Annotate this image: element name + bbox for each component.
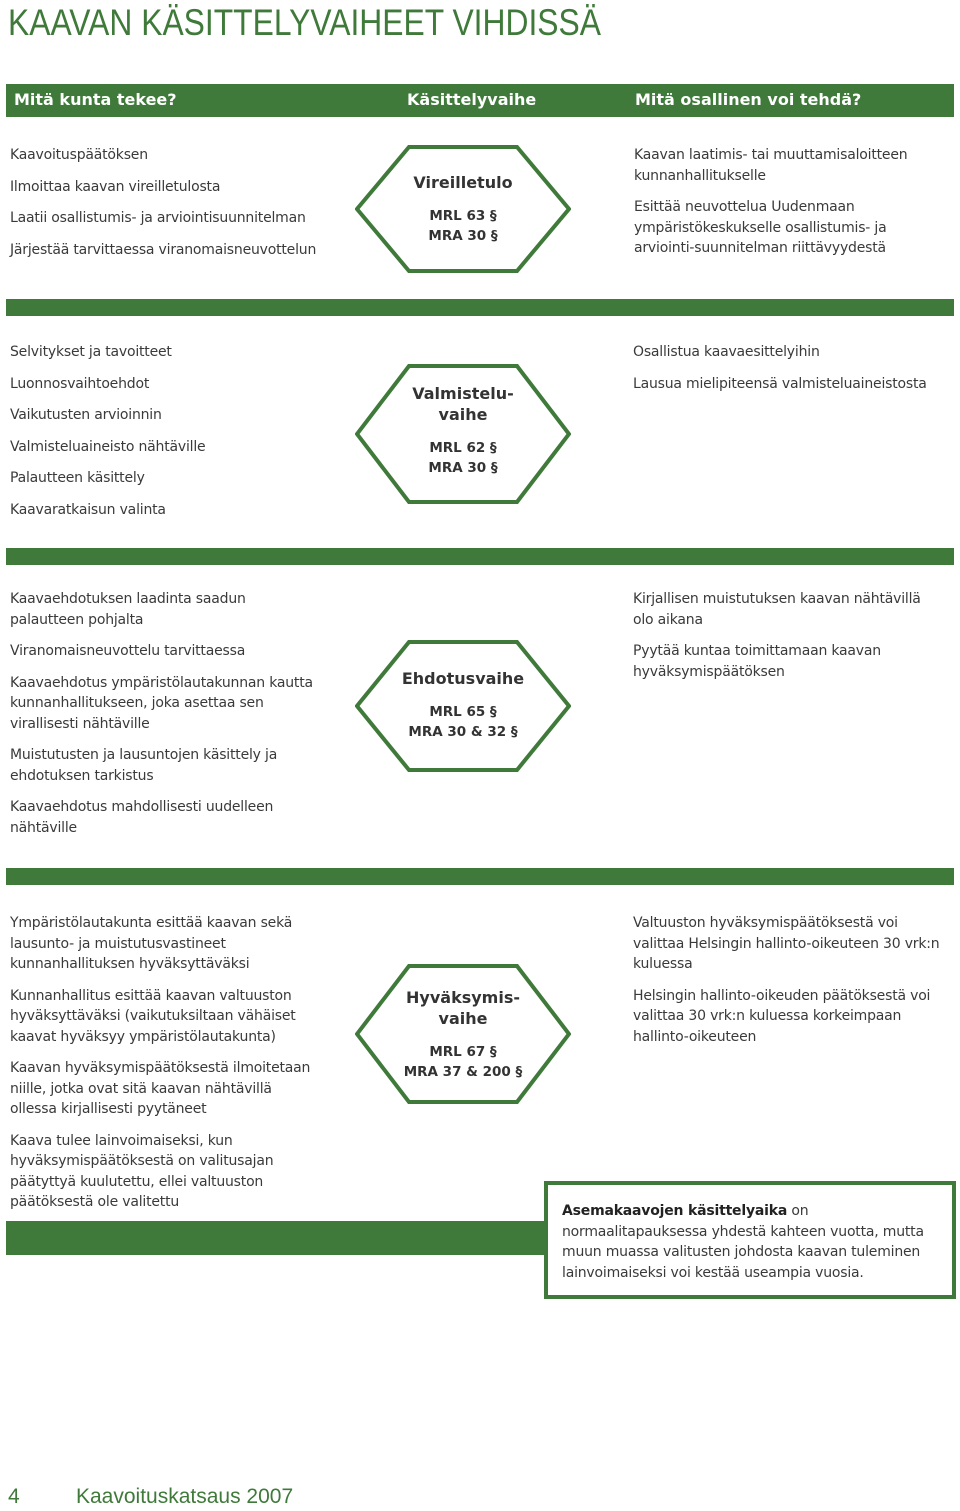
- stage-1-law-1: MRL 63 §: [429, 208, 497, 224]
- header-participant: Mitä osallinen voi tehdä?: [635, 90, 862, 109]
- stage-2-law-1: MRL 62 §: [429, 440, 497, 456]
- list-item: Viranomaisneuvottelu tarvittaessa: [10, 643, 246, 659]
- list-item: Kaavaratkaisun valinta: [10, 501, 166, 518]
- stage-1-law-2: MRA 30 §: [428, 228, 498, 244]
- list-item: Valmisteluaineisto nähtäville: [10, 438, 206, 455]
- header-municipality: Mitä kunta tekee?: [14, 90, 177, 109]
- list-item: Muistutusten ja lausuntojen käsittely ja ehdotuksen tarkistus: [10, 747, 278, 784]
- note-bold-text: Asemakaavojen käsittelyaika: [562, 1203, 788, 1219]
- list-item: Kunnanhallitus esittää kaavan valtuuston hyväksyttäväksi (vaikutuksiltaan vähäiset kaavat hyväksyy ympäristölautakunta): [10, 987, 296, 1045]
- stage-2-law-2: MRA 30 §: [428, 460, 498, 476]
- list-item: Valtuuston hyväksymispäätöksestä voi valittaa Helsingin hallinto-oikeuteen 30 vrk:n kuluessa: [633, 915, 940, 972]
- stage-separator: [6, 548, 954, 565]
- header-stage: Käsittelyvaihe: [407, 90, 537, 109]
- stage-1-participant: [634, 145, 949, 270]
- stage-separator: [6, 1221, 544, 1255]
- note-text: on normaalitapauksessa yhdestä kahteen vuotta, mutta muun muassa valitusten johdosta kaavan tuleminen lainvoimaiseksi voi kestää useampia vuosia.: [562, 1203, 924, 1281]
- stage-4-law-2: MRA 37 & 200 §: [403, 1064, 523, 1080]
- stage-separator: [6, 299, 954, 316]
- stage-3-law-2: MRA 30 & 32 §: [408, 724, 518, 740]
- stage-4-participant: [633, 913, 948, 1058]
- list-item: Kaavan laatimis- tai muuttamisaloitteen kunnanhallitukselle: [634, 147, 908, 184]
- page-number: 4: [8, 1485, 20, 1508]
- list-item: Osallistua kaavaesittelyihin: [633, 344, 820, 360]
- stage-3-name: Ehdotusvaihe: [401, 669, 525, 688]
- list-item: Järjestää tarvittaessa viranomaisneuvottelun: [10, 241, 317, 258]
- list-item: Ilmoittaa kaavan vireilletulosta: [10, 178, 221, 195]
- stage-2-name-line-2: vaihe: [438, 405, 488, 424]
- stage-1-name: Vireilletulo: [413, 173, 513, 192]
- stage-2-name-line-1: Valmistelu-: [412, 384, 514, 403]
- list-item: Kaavaehdotuksen laadinta saadun palautteen pohjalta: [10, 591, 246, 628]
- list-item: Esittää neuvottelua Uudenmaan ympäristökeskukselle osallistumis- ja arviointi-suunnitelman riittävyydestä: [634, 199, 887, 256]
- stage-3-participant: [633, 589, 943, 693]
- list-item: Kaava tulee lainvoimaiseksi, kun hyväksymispäätöksestä on valitusajan päätyttyä kuulutettu, ellei valtuuston päätöksestä ole valitettu: [10, 1132, 274, 1210]
- stage-4-hexagon: [355, 964, 571, 1092]
- stage-separator: [6, 868, 954, 885]
- list-item: Kaavoituspäätöksen: [10, 147, 148, 163]
- stage-3-law-1: MRL 65 §: [429, 704, 497, 720]
- stage-2-municipality: [10, 342, 330, 531]
- processing-time-note: [544, 1181, 956, 1299]
- column-header-bar: [6, 84, 954, 117]
- stage-1-municipality: [10, 145, 330, 271]
- page-title: KAAVAN KÄSITTELYVAIHEET VIHDISSÄ: [8, 2, 601, 43]
- stage-4-name-line-1: Hyväksymis-: [406, 988, 520, 1007]
- stage-2-hexagon: [355, 364, 571, 492]
- list-item: Ympäristölautakunta esittää kaavan sekä lausunto- ja muistutusvastineet kunnanhallituksen hyväksyttäväksi: [10, 915, 293, 972]
- list-item: Kaavaehdotus mahdollisesti uudelleen nähtäville: [10, 799, 274, 836]
- list-item: Kaavan hyväksymispäätöksestä ilmoitetaan niille, jotka ovat sitä kaavan nähtävillä ollessa kirjallisesti pyytäneet: [10, 1060, 311, 1117]
- list-item: Palautteen käsittely: [10, 470, 145, 486]
- list-item: Luonnosvaihtoehdot: [10, 375, 150, 392]
- publication-name: Kaavoituskatsaus 2007: [76, 1485, 294, 1508]
- stage-4-municipality: [10, 913, 320, 1224]
- list-item: Helsingin hallinto-oikeuden päätöksestä voi valittaa 30 vrk:n kuluessa korkeimpaan hallinto-oikeuteen: [633, 987, 931, 1045]
- stage-2-participant: [633, 342, 948, 405]
- list-item: Laatii osallistumis- ja arviointisuunnitelman: [10, 210, 306, 226]
- list-item: Selvitykset ja tavoitteet: [10, 344, 172, 360]
- list-item: Lausua mielipiteensä valmisteluaineistosta: [633, 375, 927, 392]
- stage-3-municipality: [10, 589, 320, 849]
- list-item: Kirjallisen muistutuksen kaavan nähtävillä olo aikana: [633, 591, 921, 628]
- list-item: Pyytää kuntaa toimittamaan kaavan hyväksymispäätöksen: [633, 643, 881, 680]
- list-item: Vaikutusten arvioinnin: [10, 407, 162, 423]
- stage-4-law-1: MRL 67 §: [429, 1044, 497, 1060]
- stage-4-name-line-2: vaihe: [438, 1009, 488, 1028]
- list-item: Kaavaehdotus ympäristölautakunnan kautta kunnanhallitukseen, joka asettaa sen virallisesti nähtäville: [10, 674, 313, 732]
- stage-1-hexagon: [355, 145, 571, 273]
- stage-3-hexagon: [355, 640, 571, 768]
